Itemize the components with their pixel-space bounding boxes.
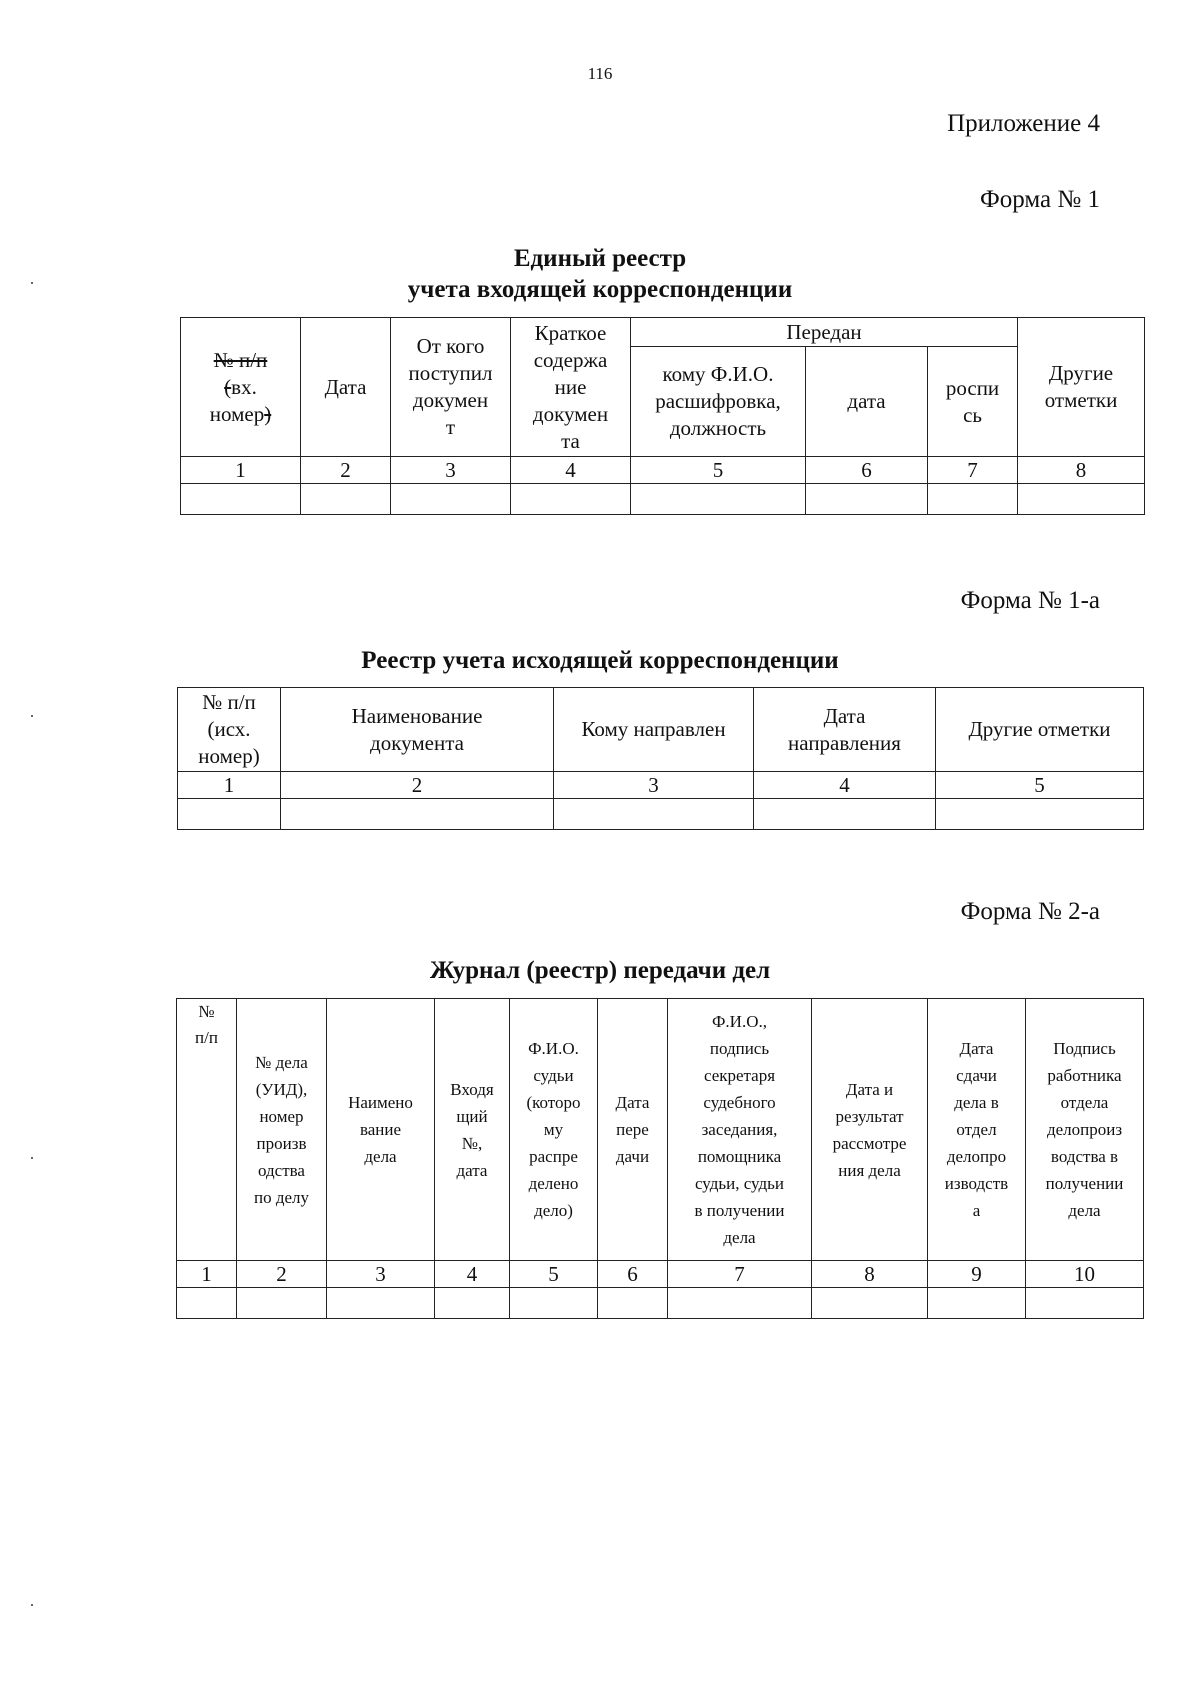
header-other-notes: Другие отметки — [936, 688, 1144, 772]
column-number: 5 — [510, 1261, 598, 1288]
column-number: 3 — [554, 772, 754, 799]
column-numbers-row — [178, 772, 1144, 799]
scan-speck — [31, 715, 33, 717]
column-numbers-row — [181, 457, 1145, 484]
header-review-result: Дата и результат рассмотре ния дела — [812, 999, 928, 1261]
column-number: 5 — [936, 772, 1144, 799]
column-number: 7 — [928, 457, 1018, 484]
header-document-name: Наименование документа — [281, 688, 554, 772]
column-number: 6 — [598, 1261, 668, 1288]
header-signature: роспи сь — [928, 347, 1018, 457]
form1-label: Форма № 1 — [980, 186, 1100, 213]
column-number: 2 — [281, 772, 554, 799]
header-summary: Краткое содержа ние докумен та — [511, 318, 631, 457]
column-number: 3 — [327, 1261, 435, 1288]
header-other-notes: Другие отметки — [1018, 318, 1145, 457]
form1-title-line1: Единый реестр — [513, 245, 687, 272]
appendix-label: Приложение 4 — [947, 110, 1100, 137]
column-number: 1 — [178, 772, 281, 799]
header-handover-date: Дата сдачи дела в отдел делопро изводств а — [928, 999, 1026, 1261]
page-number: 116 — [587, 64, 613, 83]
column-number: 2 — [237, 1261, 327, 1288]
form2a-label: Форма № 2-а — [960, 898, 1100, 925]
column-number: 4 — [435, 1261, 510, 1288]
column-number: 1 — [177, 1261, 237, 1288]
header-secretary-signature: Ф.И.О., подпись секретаря судебного заседания, помощника судьи, судьи в получении дела — [668, 999, 812, 1261]
form2a-title: Журнал (реестр) передачи дел — [429, 957, 771, 984]
column-number: 2 — [301, 457, 391, 484]
header-judge: Ф.И.О. судьи (которо му распре делено дело) — [510, 999, 598, 1261]
column-numbers-row — [177, 1261, 1144, 1288]
column-number: 8 — [1018, 457, 1145, 484]
scan-speck — [31, 282, 33, 284]
case-transfer-journal-table — [176, 998, 1144, 1319]
header-from-whom: От кого поступил докумен т — [391, 318, 511, 457]
form1-title-line2: учета входящей корреспонденции — [407, 276, 793, 303]
empty-row — [178, 799, 1144, 830]
header-transfer-date: Дата пере дачи — [598, 999, 668, 1261]
header-to-whom: кому Ф.И.О. расшифровка, должность — [631, 347, 806, 457]
header-outgoing-number: № п/п (исх. номер) — [178, 688, 281, 772]
incoming-number-label: вх. номер — [209, 374, 265, 426]
header-transfer-date: дата — [806, 347, 928, 457]
header-date: Дата — [301, 318, 391, 457]
scan-speck — [31, 1604, 33, 1606]
header-case-name: Наимено вание дела — [327, 999, 435, 1261]
column-number: 8 — [812, 1261, 928, 1288]
outgoing-register-table — [177, 687, 1144, 830]
column-number: 10 — [1026, 1261, 1144, 1288]
empty-row — [181, 484, 1145, 515]
form1-title — [0, 243, 1200, 305]
form1a-title: Реестр учета исходящей корреспонденции — [361, 647, 839, 674]
header-clerk-signature: Подпись работника отдела делопроиз водства в получении дела — [1026, 999, 1144, 1261]
struck-paren-open: ( — [224, 374, 232, 399]
column-number: 1 — [181, 457, 301, 484]
column-number: 7 — [668, 1261, 812, 1288]
column-number: 4 — [754, 772, 936, 799]
form1a-label: Форма № 1-а — [960, 587, 1100, 614]
incoming-register-table — [180, 317, 1145, 515]
header-incoming-number — [181, 318, 301, 457]
header-row-number: № п/п — [177, 999, 237, 1261]
column-number: 9 — [928, 1261, 1026, 1288]
scan-speck — [31, 1157, 33, 1159]
header-case-number: № дела (УИД), номер произв одства по делу — [237, 999, 327, 1261]
column-number: 3 — [391, 457, 511, 484]
header-incoming-number-date: Входя щий №, дата — [435, 999, 510, 1261]
header-sent-date: Дата направления — [754, 688, 936, 772]
column-number: 4 — [511, 457, 631, 484]
header-transferred: Передан — [631, 318, 1018, 347]
column-number: 6 — [806, 457, 928, 484]
struck-paren-close: ) — [264, 401, 272, 426]
column-number: 5 — [631, 457, 806, 484]
empty-row — [177, 1288, 1144, 1319]
header-sent-to: Кому направлен — [554, 688, 754, 772]
struck-number-label: № п/п — [213, 347, 268, 372]
